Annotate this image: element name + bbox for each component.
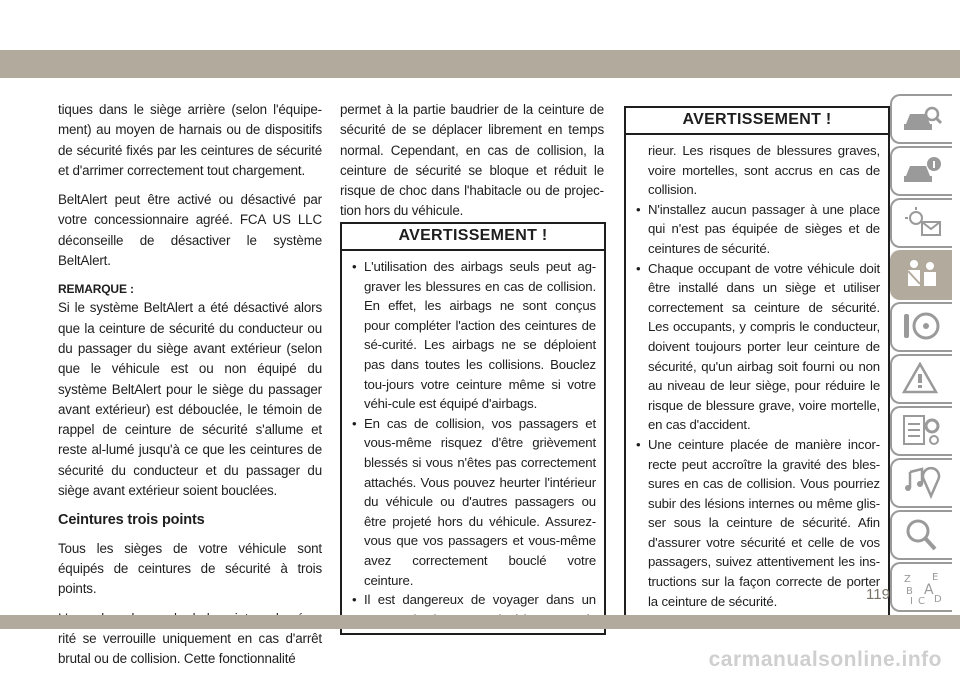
tab-warning-lights[interactable] <box>890 198 952 248</box>
warning-item-text: N'installez aucun passager à une place qui n'est pas équipée de sièges et de ceintures de sécurité. <box>648 201 880 256</box>
warning-continued-text: rieur. Les risques de blessures graves, voire mortelles, sont accrus en cas de collision. <box>648 143 880 198</box>
warning-item <box>636 200 880 259</box>
warning-item <box>352 257 596 414</box>
index-letter: A <box>924 582 934 598</box>
footer-band <box>0 615 960 629</box>
watermark: carmanualsonline.info <box>708 648 942 671</box>
tab-search[interactable] <box>890 510 952 560</box>
warning-item <box>636 259 880 435</box>
bullet: • <box>636 260 641 276</box>
warning-item-text: L'utilisation des airbags seuls peut ag-graver les blessures en cas de collision. En effet, les airbags ne sont conçus pour compléter l'action des ceintures de sé-curité. Les airbags ne se déploient pas dans toutes les collisions. Bouclez tou-jours votre ceinture même si votre véhi-cule est équipé d'airbags. <box>364 259 596 412</box>
warning-item-text: Une ceinture placée de manière incor-recte peut accroître la gravité des bles-sures en cas de collision. Vous pourriez subir des lésions internes ou même glis-ser sous la ceinture de sécurité. Afin d'assurer votre sécurité et celle de vos passagers, suivez attentivement les ins-tructions sur la façon correcte de porter la ceinture de sécurité. <box>648 436 880 609</box>
header-band <box>0 50 960 78</box>
search-index-icon <box>902 518 942 552</box>
warning-item-text: En cas de collision, vos passagers et vous-même risquez d'être grièvement blessés si vous n'êtes pas correctement attachés. Vous pouvez heurter l'intérieur du véhicule ou d'autres passagers ou être projeté hors du véhicule. Assurez-vous que vos passagers et vous-même avez correctement bouclé votre ceinture. <box>364 415 596 588</box>
maintenance-checklist-icon <box>902 414 942 448</box>
warning-lights-message-icon <box>902 206 942 240</box>
tab-maintenance[interactable] <box>890 406 952 456</box>
paragraph: tiques dans le siège arrière (selon l'équipe-ment) au moyen de harnais ou de dispositifs de sécurité fixés par les ceintures de sécurité et d'arrimer correctement tout chargement. <box>58 102 322 178</box>
car-search-icon <box>902 102 942 136</box>
paragraph: permet à la partie baudrier de la ceinture de sécurité de se déplacer librement en temps normal. Cependant, en cas de collision, la ceinture de sécurité se bloque et réduit le risque de choc dans l'habitacle ou de projec-tion hors du véhicule. <box>340 102 604 219</box>
section-heading: Ceintures trois points <box>58 512 205 529</box>
warning-item-text: Chaque occupant de votre véhicule doit être installé dans un siège et utiliser correctement sa ceinture de sécurité. Les occupants, y compris le conducteur, doivent toujours porter leur ceinture de sécurité, qu'un airbag soit fourni ou non au niveau de leur siège, pour réduire le risque de blessure grave, voire mortelle, en cas d'accident. <box>648 260 880 433</box>
bullet: • <box>636 436 641 452</box>
warning-title: AVERTISSEMENT ! <box>342 224 604 251</box>
paragraph: rité se verrouille uniquement en cas d'arrêt brutal ou de collision. Cette fonctionnalité <box>58 630 322 667</box>
remark-text: Si le système BeltAlert a été désactivé alors que la ceinture de sécurité du conducteur ou du passager du siège avant extérieur (selon que le véhicule est ou non équipé du système BeltAlert pour le siège du passager avant extérieur) est débouclée, le témoin de rappel de ceinture de sécurité s'allume et reste al-lumé jusqu'à ce que les ceintures de sécurité du conducteur et du passager du siège avant extérieur soient bouclées. <box>58 300 322 499</box>
hazard-car-icon <box>902 362 942 396</box>
text-column-left <box>58 100 322 678</box>
tab-index[interactable] <box>890 562 952 612</box>
seatbelt-airbag-icon <box>902 258 942 292</box>
warning-title: AVERTISSEMENT ! <box>626 108 888 135</box>
paragraph: Tous les sièges de votre véhicule sont équipés de ceintures de sécurité à trois points. <box>58 540 322 597</box>
index-letter: Z <box>904 574 911 585</box>
page-number: 119 <box>866 586 890 603</box>
bullet: • <box>352 592 357 608</box>
tab-starting-driving[interactable] <box>890 302 952 352</box>
warning-box <box>340 222 606 635</box>
car-info-icon <box>902 154 942 188</box>
bullet: • <box>352 415 357 431</box>
remark-label: REMARQUE : <box>58 282 134 297</box>
index-letter: B <box>906 586 913 597</box>
tab-car-info[interactable] <box>890 146 952 196</box>
tab-emergency[interactable] <box>890 354 952 404</box>
bullet: • <box>352 259 357 274</box>
tab-multimedia[interactable] <box>890 458 952 508</box>
index-letter: C <box>918 596 925 606</box>
multimedia-location-icon <box>902 466 942 500</box>
tab-car-search[interactable] <box>890 94 952 144</box>
tab-safety[interactable] <box>890 250 952 300</box>
index-letter: D <box>934 594 942 605</box>
warning-item <box>636 435 880 611</box>
warning-box-continued <box>624 106 890 617</box>
warning-body <box>626 135 888 615</box>
warning-item-text: Il est dangereux de voyager dans un <box>364 592 596 608</box>
steering-wheel-key-icon <box>902 310 942 344</box>
index-letter: I <box>910 596 913 606</box>
text-column-middle <box>340 100 604 231</box>
index-letter: E <box>932 572 939 583</box>
bullet: • <box>636 201 641 217</box>
warning-body <box>342 251 604 633</box>
warning-item <box>352 414 596 590</box>
paragraph: BeltAlert peut être activé ou désactivé par votre concessionnaire agréé. FCA US LLC déconseille de désactiver le système BeltAlert. <box>58 192 322 269</box>
alphabetical-index-icon <box>902 570 942 606</box>
